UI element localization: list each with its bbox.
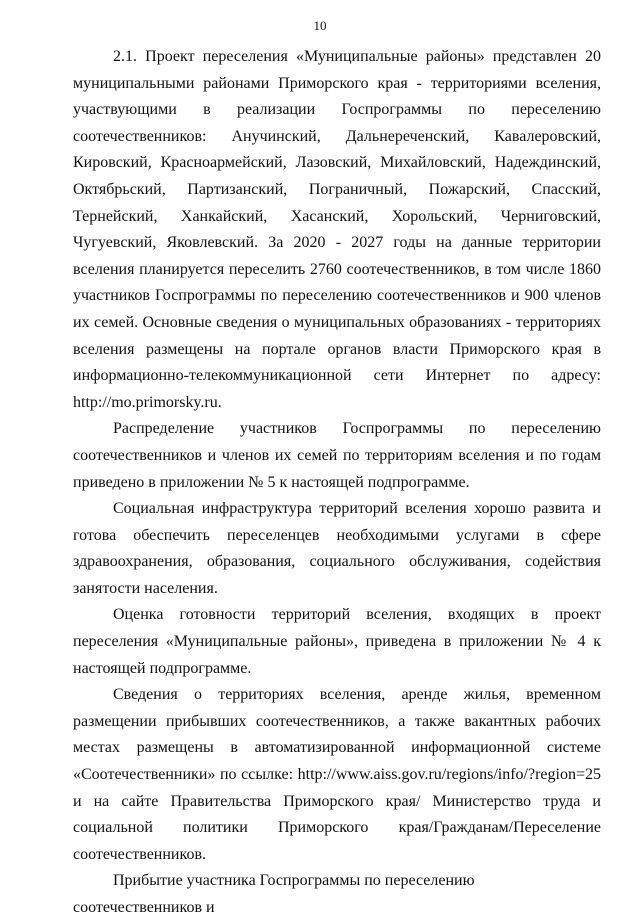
paragraph-arrival: Прибытие участника Госпрограммы по переселению соотечественников и: [73, 872, 475, 916]
paragraph-readiness-assessment: Оценка готовности территорий вселения, входящих в проект переселения «Муниципальные районы», приведена в приложении № 4 к настоящей подпрограмме.: [73, 606, 601, 677]
paragraph-distribution: Распределение участников Госпрограммы по переселению соотечественников и членов их семей по территориям вселения и по годам приведено в приложении № 5 к настоящей подпрограмме.: [73, 420, 601, 491]
paragraph-project-overview: 2.1. Проект переселения «Муниципальные районы» представлен 20 муниципальными районами Приморского края - территориями вселения, участвующими в реализации Госпрограммы по переселению соотечественников: Анучинский, Дальнереченский, Кавалеровский, Кировский, Красноармейский, Лазовский, Михайловский, Надеждинский, Октябрьский, Партизанский, Пограничный, Пожарский, Спасский, Тернейский, Ханкайский, Хасанский, Хорольский, Черниговский, Чугуевский, Яковлевский. За 2020 - 2027 годы на данные территории вселения планируется переселить 2760 соотечественников, в том числе 1860 участников Госпрограммы по переселению соотечественников и 900 членов их семей. Основные сведения о муниципальных образованиях - территориях вселения размещены на портале органов власти Приморского края в информационно-телекоммуникационной сети Интернет по адресу: http://mo.primorsky.ru.: [73, 48, 601, 411]
paragraph-territory-info: Сведения о территориях вселения, аренде жилья, временном размещении прибывших соотечественников, а также вакантных рабочих местах размещены в автоматизированной информационной системе «Соотечественники» по ссылке: http://www.aiss.gov.ru/regions/info/?region=25 и на сайте Правительства Приморского края/ Министерство труда и социальной политики Приморского края/Гражданам/Переселение соотечественников.: [73, 686, 601, 863]
paragraph-social-infrastructure: Социальная инфраструктура территорий вселения хорошо развита и готова обеспечить переселенцев необходимыми услугами в сфере здравоохранения, образования, социального обслуживания, содействия занятости населения.: [73, 500, 601, 597]
document-body: [73, 44, 601, 922]
page-number: 10: [313, 18, 327, 33]
